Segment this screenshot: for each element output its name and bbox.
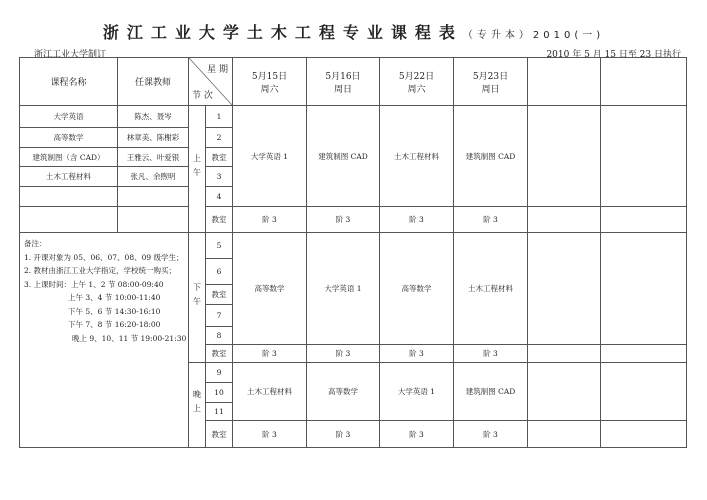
period-room: 教室 bbox=[206, 345, 233, 363]
course-name bbox=[20, 187, 118, 207]
period-room: 教室 bbox=[206, 148, 233, 167]
day-header: 5月22日 周六 bbox=[380, 58, 454, 106]
period: 9 bbox=[206, 363, 233, 383]
empty-cell bbox=[601, 363, 687, 421]
period-label: 节 次 bbox=[192, 91, 213, 101]
room-cell: 阶 3 bbox=[233, 345, 307, 363]
teacher-header: 任课教师 bbox=[118, 58, 189, 106]
title-sub: （专升本）2010(一) bbox=[462, 30, 605, 41]
empty-cell bbox=[601, 207, 687, 233]
period: 7 bbox=[206, 305, 233, 327]
course-teacher: 林章美、陈榭彩 bbox=[118, 128, 189, 148]
day-header: 5月23日 周日 bbox=[454, 58, 528, 106]
week-label: 星 期 bbox=[207, 65, 228, 75]
diagonal-header bbox=[189, 58, 233, 106]
notes: 备注： 1. 开课对象为 05、06、07、08、09 级学生； 2. 教材由浙江工业大学指定，学校统一购买； 3. 上课时间：上午 1、2 节 08:00-09:40 上午 3、4 节 10:00-11:40 下午 5、6 节 14:30-16:10 下午 7、8 节 16:20-18:00 晚上 9、10、11 节 19:00-21:30 bbox=[20, 233, 189, 448]
course-name: 建筑制图（含 CAD） bbox=[20, 148, 118, 167]
period-room: 教室 bbox=[206, 285, 233, 305]
class-cell: 土木工程材料 bbox=[233, 363, 307, 421]
course-header: 课程名称 bbox=[20, 58, 118, 106]
session-evening: 晚上 bbox=[189, 363, 206, 448]
empty-cell bbox=[528, 233, 601, 345]
class-cell: 建筑制图 CAD bbox=[454, 363, 528, 421]
period: 8 bbox=[206, 327, 233, 345]
course-teacher: 王雅云、叶爱银 bbox=[118, 148, 189, 167]
room-cell: 阶 3 bbox=[233, 207, 307, 233]
empty-cell bbox=[601, 421, 687, 448]
period-room: 教室 bbox=[206, 207, 233, 233]
class-cell: 大学英语 1 bbox=[307, 233, 380, 345]
execution-date: 2010 年 5 月 15 日至 23 日执行 bbox=[546, 50, 681, 60]
class-cell: 高等数学 bbox=[380, 233, 454, 345]
empty-cell bbox=[528, 345, 601, 363]
period: 1 bbox=[206, 106, 233, 128]
blank-header bbox=[601, 58, 687, 106]
class-cell: 高等数学 bbox=[307, 363, 380, 421]
empty-cell bbox=[528, 363, 601, 421]
room-cell: 阶 3 bbox=[454, 345, 528, 363]
room-cell: 阶 3 bbox=[380, 421, 454, 448]
room-cell: 阶 3 bbox=[454, 421, 528, 448]
empty-cell bbox=[528, 207, 601, 233]
period: 11 bbox=[206, 403, 233, 421]
class-cell: 土木工程材料 bbox=[380, 106, 454, 207]
period-room: 教室 bbox=[206, 421, 233, 448]
org-label: 浙江工业大学制订 bbox=[34, 50, 107, 60]
title-main: 浙江工业大学土木工程专业课程表 bbox=[102, 23, 463, 42]
period: 5 bbox=[206, 233, 233, 259]
course-name: 高等数学 bbox=[20, 128, 118, 148]
empty-cell bbox=[528, 106, 601, 207]
empty-cell bbox=[601, 345, 687, 363]
course-name: 大学英语 bbox=[20, 106, 118, 128]
room-cell: 阶 3 bbox=[307, 207, 380, 233]
course-teacher: 张凡、余煦明 bbox=[118, 167, 189, 187]
course-name: 土木工程材料 bbox=[20, 167, 118, 187]
day-header: 5月15日 周六 bbox=[233, 58, 307, 106]
room-cell: 阶 3 bbox=[233, 421, 307, 448]
schedule-table bbox=[19, 57, 687, 448]
period: 6 bbox=[206, 259, 233, 285]
day-header: 5月16日 周日 bbox=[307, 58, 380, 106]
period: 2 bbox=[206, 128, 233, 148]
period: 3 bbox=[206, 167, 233, 187]
period: 4 bbox=[206, 187, 233, 207]
room-cell: 阶 3 bbox=[307, 421, 380, 448]
class-cell: 建筑制图 CAD bbox=[454, 106, 528, 207]
course-teacher: 陈杰、聂岑 bbox=[118, 106, 189, 128]
period: 10 bbox=[206, 383, 233, 403]
blank-header bbox=[528, 58, 601, 106]
course-teacher bbox=[118, 207, 189, 233]
room-cell: 阶 3 bbox=[380, 345, 454, 363]
class-cell: 大学英语 1 bbox=[380, 363, 454, 421]
course-name bbox=[20, 207, 118, 233]
room-cell: 阶 3 bbox=[454, 207, 528, 233]
empty-cell bbox=[528, 421, 601, 448]
class-cell: 大学英语 1 bbox=[233, 106, 307, 207]
room-cell: 阶 3 bbox=[380, 207, 454, 233]
session-morning: 上午 bbox=[189, 106, 206, 233]
room-cell: 阶 3 bbox=[307, 345, 380, 363]
class-cell: 高等数学 bbox=[233, 233, 307, 345]
page-title bbox=[0, 20, 707, 43]
class-cell: 土木工程材料 bbox=[454, 233, 528, 345]
empty-cell bbox=[601, 233, 687, 345]
session-afternoon: 下午 bbox=[189, 233, 206, 363]
class-cell: 建筑制图 CAD bbox=[307, 106, 380, 207]
empty-cell bbox=[601, 106, 687, 207]
course-teacher bbox=[118, 187, 189, 207]
